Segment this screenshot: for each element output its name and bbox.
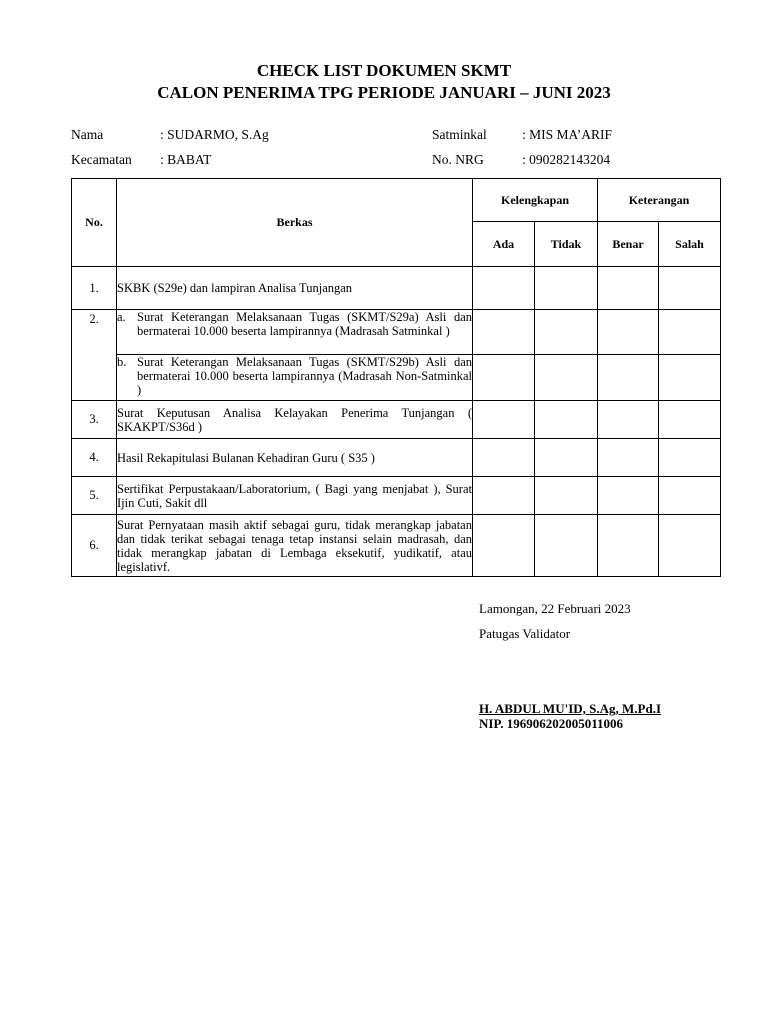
row-document: Surat Pernyataan masih aktif sebagai guru, tidak merangkap jabatan dan tidak terikat sebagai tenaga tetap instansi selain madrasah, dan tidak merangkap jabatan di Lembaga eksekutif, yudikatif, atau legislativf.: [117, 515, 473, 577]
benar-cell[interactable]: [598, 401, 659, 439]
salah-cell[interactable]: [659, 355, 721, 401]
salah-cell[interactable]: [659, 515, 721, 577]
salah-cell[interactable]: [659, 267, 721, 310]
tidak-cell[interactable]: [535, 439, 598, 477]
salah-cell[interactable]: [659, 310, 721, 355]
item-label: a.: [117, 310, 126, 324]
salah-cell[interactable]: [659, 439, 721, 477]
tidak-cell[interactable]: [535, 515, 598, 577]
table-row: [72, 515, 721, 577]
table-row: [72, 310, 721, 355]
salah-cell[interactable]: [659, 401, 721, 439]
benar-cell[interactable]: [598, 515, 659, 577]
item-text: Surat Keterangan Melaksanaan Tugas (SKMT/S29a) Asli dan bermaterai 10.000 beserta lampirannya (Madrasah Satminkal ): [137, 310, 472, 338]
table-row: [72, 401, 721, 439]
benar-cell[interactable]: [598, 267, 659, 310]
ada-cell[interactable]: [473, 310, 535, 355]
satminkal-label: Satminkal: [432, 127, 487, 142]
satminkal-value: : MIS MA’ARIF: [522, 127, 613, 142]
benar-cell[interactable]: [598, 355, 659, 401]
nama-value: : SUDARMO, S.Ag: [160, 127, 269, 142]
row-number: 4.: [72, 439, 117, 477]
signer-role: Patugas Validator: [479, 626, 571, 641]
header-berkas: Berkas: [117, 179, 473, 267]
header-tidak: Tidak: [535, 222, 598, 267]
row-document: SKBK (S29e) dan lampiran Analisa Tunjangan: [117, 267, 473, 310]
ada-cell[interactable]: [473, 439, 535, 477]
ada-cell[interactable]: [473, 355, 535, 401]
table-row: [72, 439, 721, 477]
place-date: Lamongan, 22 Februari 2023: [479, 601, 631, 616]
checklist-table: [71, 178, 721, 577]
header-benar: Benar: [598, 222, 659, 267]
tidak-cell[interactable]: [535, 477, 598, 515]
row-document-a: [117, 310, 473, 355]
header-keterangan: Keterangan: [598, 179, 721, 222]
salah-cell[interactable]: [659, 477, 721, 515]
row-document: Hasil Rekapitulasi Bulanan Kehadiran Guru ( S35 ): [117, 439, 473, 477]
ada-cell[interactable]: [473, 515, 535, 577]
item-text: Surat Keterangan Melaksanaan Tugas (SKMT/S29b) Asli dan bermaterai 10.000 beserta lampirannya (Madrasah Non-Satminkal ): [137, 355, 472, 397]
header-kelengkapan: Kelengkapan: [473, 179, 598, 222]
document-title: CHECK LIST DOKUMEN SKMT: [256, 61, 512, 80]
table-row: [72, 477, 721, 515]
ada-cell[interactable]: [473, 401, 535, 439]
row-number: 3.: [72, 401, 117, 439]
benar-cell[interactable]: [598, 310, 659, 355]
row-number: 6.: [72, 515, 117, 577]
header-salah: Salah: [659, 222, 721, 267]
benar-cell[interactable]: [598, 477, 659, 515]
document-subtitle: CALON PENERIMA TPG PERIODE JANUARI – JUNI 2023: [157, 83, 611, 102]
tidak-cell[interactable]: [535, 310, 598, 355]
tidak-cell[interactable]: [535, 355, 598, 401]
kecamatan-value: : BABAT: [160, 152, 212, 167]
signer-name: H. ABDUL MU'ID, S.Ag, M.Pd.I: [479, 701, 662, 716]
benar-cell[interactable]: [598, 439, 659, 477]
table-row: [72, 267, 721, 310]
ada-cell[interactable]: [473, 477, 535, 515]
row-document-b: [117, 355, 473, 401]
tidak-cell[interactable]: [535, 267, 598, 310]
table-row: [72, 355, 721, 401]
row-number: 1.: [72, 267, 117, 310]
row-number: 5.: [72, 477, 117, 515]
kecamatan-label: Kecamatan: [71, 152, 132, 167]
row-document: Sertifikat Perpustakaan/Laboratorium, ( Bagi yang menjabat ), Surat Ijin Cuti, Sakit dll: [117, 477, 473, 515]
nrg-value: : 090282143204: [522, 152, 611, 167]
row-number: 2.: [72, 310, 117, 401]
nrg-label: No. NRG: [432, 152, 484, 167]
ada-cell[interactable]: [473, 267, 535, 310]
item-label: b.: [117, 355, 127, 369]
header-no: No.: [72, 179, 117, 267]
signer-nip: NIP. 196906202005011006: [479, 716, 623, 731]
nama-label: Nama: [71, 127, 104, 142]
tidak-cell[interactable]: [535, 401, 598, 439]
row-document: Surat Keputusan Analisa Kelayakan Penerima Tunjangan ( SKAKPT/S36d ): [117, 401, 473, 439]
header-ada: Ada: [473, 222, 535, 267]
